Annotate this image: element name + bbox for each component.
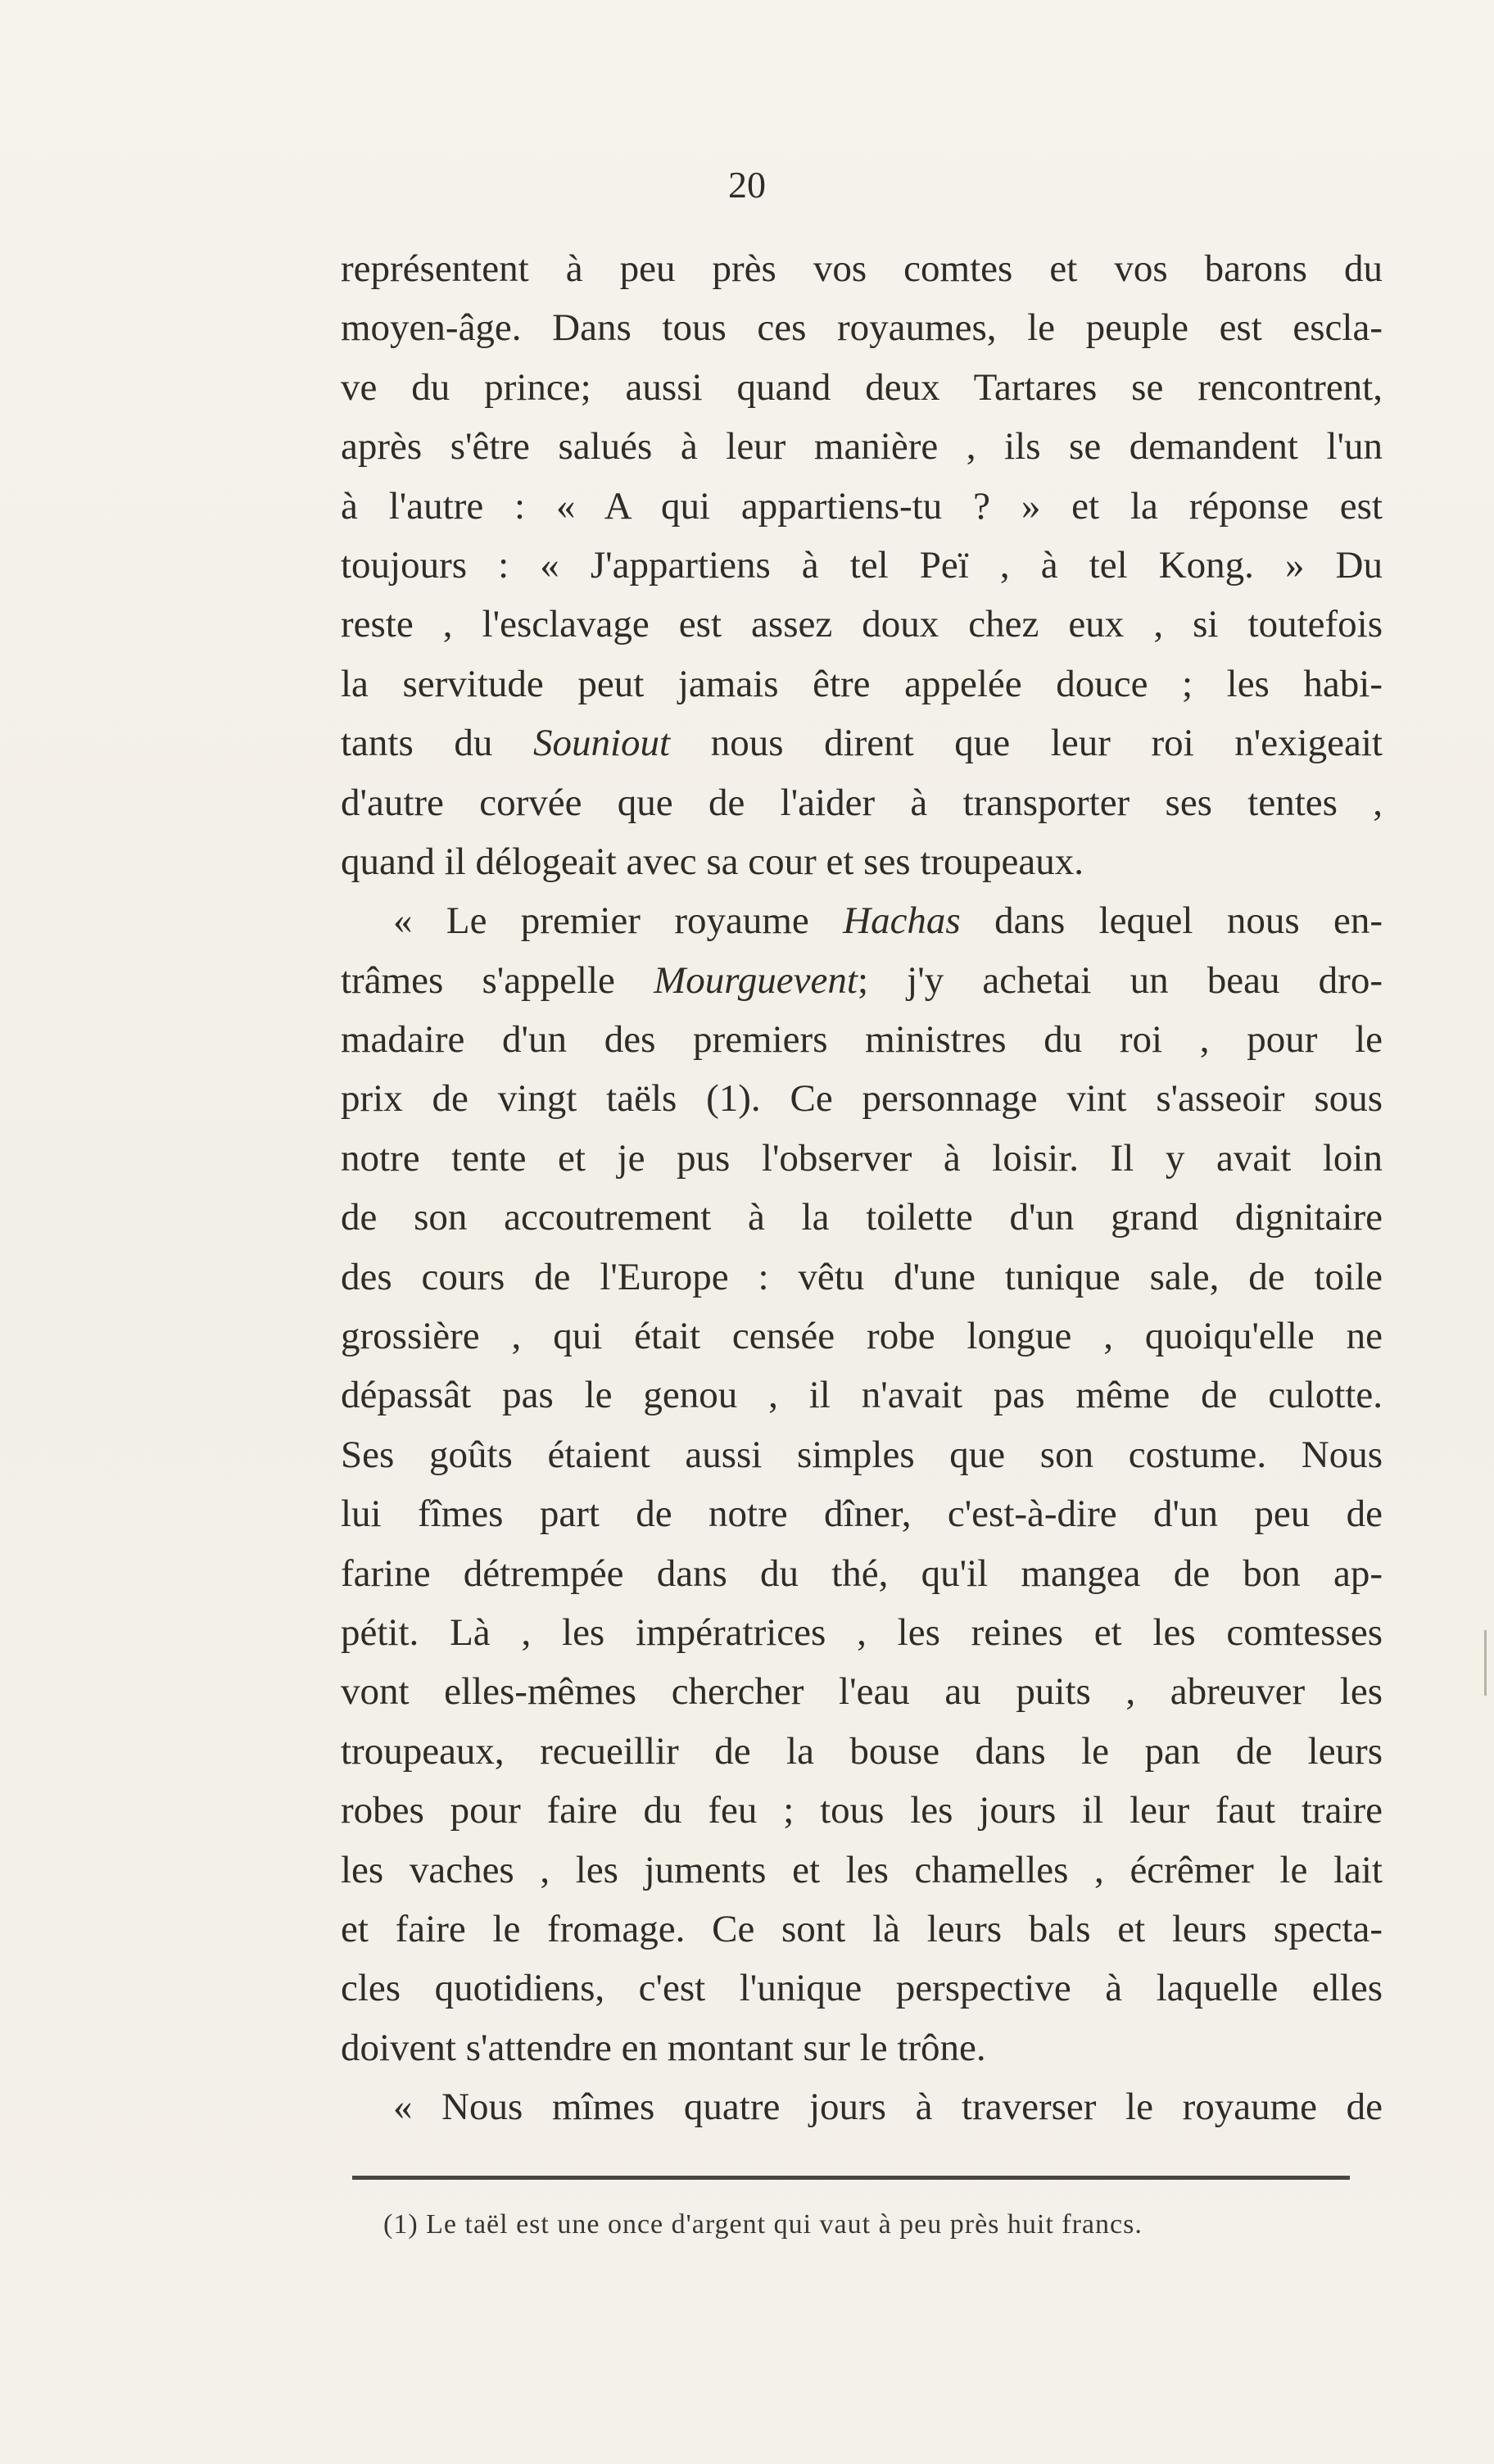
text-segment: tants du	[341, 722, 533, 765]
text-segment: dépassât pas le genou , il n'avait pas même de culotte.	[341, 1374, 1383, 1417]
text-segment: « Nous mîmes quatre jours à traverser le royaume de	[393, 2086, 1383, 2129]
text-line	[341, 1484, 1383, 1543]
text-segment: trâmes s'appelle	[341, 958, 654, 1002]
text-line	[341, 1841, 1383, 1900]
text-line	[341, 654, 1383, 713]
text-line	[341, 358, 1383, 417]
text-line	[341, 951, 1383, 1010]
footnote-rule	[352, 2176, 1350, 2180]
text-line	[341, 1069, 1383, 1128]
text-line	[341, 1010, 1383, 1069]
text-segment: doivent s'attendre en montant sur le trône.	[341, 2026, 986, 2069]
text-segment: les vaches , les juments et les chamelles , écrêmer le lait	[341, 1848, 1383, 1891]
text-segment: ve du prince; aussi quand deux Tartares se rencontrent,	[341, 365, 1383, 409]
text-line	[341, 1959, 1383, 2018]
text-segment: quand il délogeait avec sa cour et ses troupeaux.	[341, 840, 1084, 883]
text-line	[341, 417, 1383, 476]
text-segment: pétit. Là , les impératrices , les reines et les comtesses	[341, 1610, 1383, 1654]
text-segment: prix de vingt taëls (1). Ce personnage vint s'asseoir sous	[341, 1077, 1383, 1121]
italic-text: Hachas	[843, 899, 961, 943]
text-line	[341, 2077, 1383, 2136]
text-line	[341, 713, 1383, 772]
text-segment: dans lequel nous en-	[960, 899, 1383, 943]
text-line	[341, 773, 1383, 832]
text-segment: farine détrempée dans du thé, qu'il mangea de bon ap-	[341, 1551, 1383, 1595]
text-segment: vont elles-mêmes chercher l'eau au puits , abreuver les	[341, 1670, 1383, 1714]
text-line	[341, 1603, 1383, 1662]
text-line	[341, 536, 1383, 595]
text-segment: moyen-âge. Dans tous ces royaumes, le peuple est escla-	[341, 306, 1383, 350]
text-segment: troupeaux, recueillir de la bouse dans le pan de leurs	[341, 1729, 1383, 1773]
text-line	[341, 1188, 1383, 1247]
text-segment: et faire le fromage. Ce sont là leurs bals et leurs specta-	[341, 1907, 1383, 1950]
text-segment: reste , l'esclavage est assez doux chez eux , si toutefois	[341, 603, 1383, 646]
text-segment: à l'autre : « A qui appartiens-tu ? » et la réponse est	[341, 484, 1383, 528]
text-segment: « Le premier royaume	[393, 899, 844, 943]
text-line	[341, 595, 1383, 654]
text-line	[341, 1544, 1383, 1603]
text-segment: notre tente et je pus l'observer à loisir. Il y avait loin	[341, 1136, 1383, 1180]
text-segment: la servitude peut jamais être appelée douce ; les habi-	[341, 662, 1383, 705]
text-segment: d'autre corvée que de l'aider à transporter ses tentes ,	[341, 781, 1383, 824]
text-segment: lui fîmes part de notre dîner, c'est-à-dire d'un peu de	[341, 1492, 1383, 1536]
text-segment: grossière , qui était censée robe longue , quoiqu'elle ne	[341, 1315, 1383, 1358]
text-segment: robes pour faire du feu ; tous les jours il leur faut traire	[341, 1789, 1383, 1832]
footnote: (1) Le taël est une once d'argent qui vaut à peu près huit francs.	[383, 2209, 1143, 2240]
text-segment: cles quotidiens, c'est l'unique perspective à laquelle elles	[341, 1967, 1383, 2010]
text-segment: ; j'y achetai un beau dro-	[857, 958, 1383, 1002]
text-line	[341, 1129, 1383, 1188]
italic-text: Mourguevent	[654, 958, 858, 1002]
text-segment: nous dirent que leur roi n'exigeait	[670, 722, 1383, 765]
italic-text: Souniout	[532, 722, 671, 765]
text-line	[341, 1366, 1383, 1424]
body-text	[341, 239, 1383, 2137]
text-segment: des cours de l'Europe : vêtu d'une tunique sale, de toile	[341, 1255, 1383, 1298]
text-segment: madaire d'un des premiers ministres du roi , pour le	[341, 1018, 1383, 1062]
text-segment: de son accoutrement à la toilette d'un grand dignitaire	[341, 1196, 1383, 1239]
text-line	[341, 477, 1383, 536]
text-segment: représentent à peu près vos comtes et vos barons du	[341, 247, 1383, 290]
text-line	[341, 1662, 1383, 1721]
text-line	[341, 891, 1383, 950]
margin-mark	[1484, 1630, 1487, 1696]
text-line	[341, 298, 1383, 357]
text-segment: après s'être salués à leur manière , ils se demandent l'un	[341, 425, 1383, 469]
text-line	[341, 1781, 1383, 1840]
text-line	[341, 1900, 1383, 1959]
text-line	[341, 239, 1383, 298]
text-segment: toujours : « J'appartiens à tel Peï , à tel Kong. » Du	[341, 543, 1383, 587]
text-line	[341, 1722, 1383, 1781]
text-line	[341, 1248, 1383, 1307]
text-line	[341, 1425, 1383, 1484]
page-number: 20	[728, 164, 766, 206]
text-line	[341, 832, 1383, 891]
text-line	[341, 1307, 1383, 1366]
text-line	[341, 2018, 1383, 2077]
text-segment: Ses goûts étaient aussi simples que son costume. Nous	[341, 1433, 1383, 1476]
